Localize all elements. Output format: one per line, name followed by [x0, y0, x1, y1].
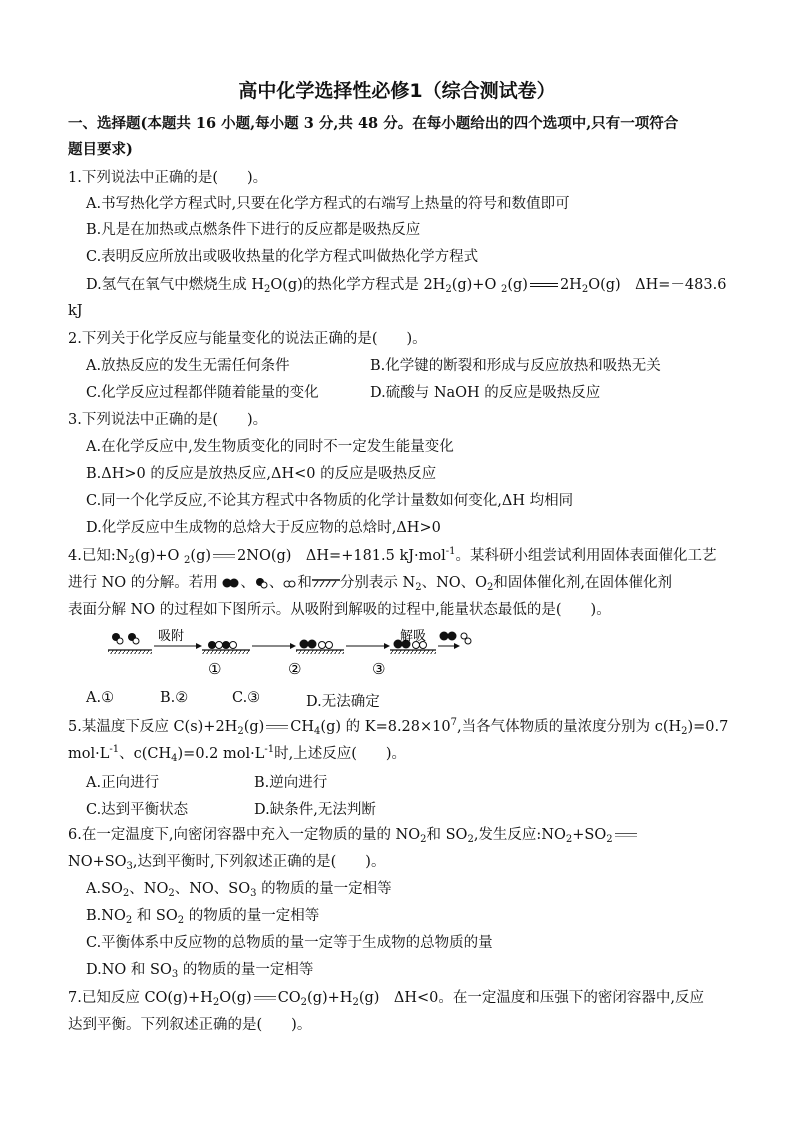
- q6-stem-text: 6.在一定温度下,向密闭容器中充入一定物质的量的 NO: [68, 827, 421, 843]
- q4-stem-text: 和固体催化剂,在固体催化剂: [493, 575, 673, 591]
- q5-stem-text: 、c(CH: [119, 746, 172, 762]
- q7-stem-line2: 达到平衡。下列叙述正确的是( )。: [68, 1017, 312, 1033]
- q6-stem-text: ,达到平衡时,下列叙述正确的是( )。: [132, 854, 386, 870]
- label-adsorb: 吸附: [158, 629, 185, 644]
- reversible-arrow-icon: [613, 830, 639, 840]
- catalyst-surface-icon: [312, 578, 340, 588]
- q2-option-a: A.放热反应的发生无需任何条件: [86, 358, 290, 374]
- page-title: 高中化学选择性必修1（综合测试卷）: [238, 80, 556, 102]
- q6-d-text: D.NO 和 SO: [86, 962, 172, 978]
- section-heading-line1: 一、选择题(本题共 16 小题,每小题 3 分,共 48 分。在每小题给出的四个选项中,只有一项符合: [68, 115, 679, 132]
- q2-option-c: C.化学反应过程都伴随着能量的变化: [86, 385, 319, 401]
- q3-stem: 3.下列说法中正确的是( )。: [68, 412, 268, 428]
- n2-molecule-icon: [222, 577, 240, 589]
- equals-sign-icon: [528, 280, 560, 290]
- q3-option-d: D.化学反应中生成物的总焓大于反应物的总焓时,ΔH>0: [86, 520, 441, 536]
- q6-d-text: 的物质的量一定相等: [182, 962, 314, 978]
- reversible-arrow-icon: [211, 551, 237, 561]
- q5-stem-text: ,当各气体物质的量浓度分别为 c(H: [456, 719, 682, 735]
- q6-a-text: A.SO: [86, 881, 123, 897]
- q5-stem-text: 时,上述反应( )。: [274, 746, 407, 762]
- q6-b-text: 的物质的量一定相等: [188, 908, 320, 924]
- q5-option-c: C.达到平衡状态: [86, 802, 189, 818]
- q5-option-b: B.逆向进行: [254, 775, 328, 791]
- q5-stem-text: )=0.2 mol·L: [177, 746, 265, 762]
- q7-stem-text: (g) ΔH<0。在一定温度和压强下的密闭容器中,反应: [358, 990, 705, 1006]
- q1-d-text: O(g)的热化学方程式是 2H: [270, 277, 446, 293]
- q4-option-c: C.③: [232, 690, 261, 706]
- q2-option-d: D.硫酸与 NaOH 的反应是吸热反应: [370, 385, 601, 401]
- q6-a-text: 的物质的量一定相等: [261, 881, 392, 897]
- step-label-3: ③: [372, 660, 386, 678]
- step-label-1: ①: [208, 660, 222, 678]
- q6-option-c: C.平衡体系中反应物的总物质的量一定等于生成物的总物质的量: [86, 935, 493, 951]
- q6-stem-line1: 6.在一定温度下,向密闭容器中充入一定物质的量的 $NO_2$和 $SO_2$,发生反应$:NO_2+SO_2$: [68, 825, 639, 845]
- q7-stem-line1: 7.已知反应 $CO(g)+H_2O(g)$ $CO_2(g)+H_2(g)$ ΔH<0。在一定温度和压强下的密闭容器中,反应: [68, 990, 705, 1008]
- q2-stem: 2.下列关于化学反应与能量变化的说法正确的是( )。: [68, 331, 427, 347]
- catalysis-process-diagram: [108, 628, 488, 683]
- q4-stem-text: 进行 NO 的分解。若用: [68, 575, 218, 591]
- reversible-arrow-icon: [264, 722, 290, 732]
- q6-b-text: B.NO: [86, 908, 126, 924]
- q4-stem-text: 。某科研小组尝试利用固体表面催化工艺: [455, 548, 717, 564]
- q3-option-c: C.同一个化学反应,不论其方程式中各物质的化学计量数如何变化,ΔH 均相同: [86, 493, 574, 509]
- reversible-arrow-icon: [252, 993, 278, 1003]
- q1-stem: 1.下列说法中正确的是( )。: [68, 170, 268, 186]
- q6-option-b: $B.NO_2$ 和 $SO_2$ 的物质的量一定相等: [86, 908, 320, 926]
- q4-stem-line2: 进行 NO 的分解。若用 、 、 和 分别表示 $N_2$、NO、$O_2$和固体催化剂,在固体催化剂: [68, 575, 673, 593]
- q5-option-d: D.缺条件,无法判断: [254, 802, 376, 818]
- q6-option-d: D.NO 和 $SO_3$ 的物质的量一定相等: [86, 962, 314, 980]
- q1-option-a: A.书写热化学方程式时,只要在化学方程式的右端写上热量的符号和数值即可: [86, 196, 570, 212]
- q5-option-a: A.正向进行: [86, 775, 160, 791]
- q5-stem-line2: $mol\cdot L^{-1}$、$c(CH_4)=0.2$ $mol\cdot L^{-1}$时,上述反应( )。: [68, 744, 407, 764]
- no-molecule-icon: [255, 577, 269, 589]
- q1-option-b: B.凡是在加热或点燃条件下进行的反应都是吸热反应: [86, 222, 421, 238]
- q6-stem-text: ,发生反应:NO: [473, 827, 566, 843]
- q4-stem-line1: 4.已知$:N_2(g)+O$ $_2$(g) 2NO(g) ΔH=+181.5 kJ·mol$^{-1}$。某科研小组尝试利用固体表面催化工艺: [68, 546, 717, 566]
- q4-stem-text: 2NO(g) ΔH=+181.5 kJ·mol: [237, 548, 446, 564]
- q3-option-b: B.ΔH>0 的反应是放热反应,ΔH<0 的反应是吸热反应: [86, 466, 437, 482]
- q1-option-c: C.表明反应所放出或吸收热量的化学方程式叫做热化学方程式: [86, 249, 479, 265]
- q5-stem-text: 5.某温度下反应 C(s)+2H: [68, 719, 238, 735]
- q3-option-a: A.在化学反应中,发生物质变化的同时不一定发生能量变化: [86, 439, 454, 455]
- q1-option-d-unit: kJ: [68, 303, 83, 319]
- o2-molecule-icon: [283, 577, 297, 589]
- q5-stem-text: mol·L: [68, 746, 110, 762]
- q4-stem-text: 4.已知:N: [68, 548, 129, 564]
- q6-option-a: $A.SO_2$、$NO_2$、NO、$SO_3$ 的物质的量一定相等: [86, 881, 392, 899]
- q4-stem-text: 分别表示 N: [339, 575, 416, 591]
- q4-option-b: B.②: [160, 690, 189, 706]
- q5-stem-text: )=0.7: [687, 719, 729, 735]
- q1-d-text: D.氢气在氧气中燃烧生成 H: [86, 277, 264, 293]
- q6-stem-line2: $NO+SO_3$,达到平衡时,下列叙述正确的是( )。: [68, 854, 386, 872]
- label-desorb: 解吸: [400, 629, 427, 644]
- q5-stem-text: (g) 的 K=8.28×10: [320, 719, 451, 735]
- q1-d-text: 2H: [559, 277, 582, 293]
- q7-stem-text: 7.已知反应 CO(g)+H: [68, 990, 213, 1006]
- q6-stem-text: 和 SO: [426, 827, 468, 843]
- q4-option-a: A.①: [86, 690, 115, 706]
- q2-option-b: B.化学键的断裂和形成与反应放热和吸热无关: [370, 358, 661, 374]
- q4-stem-text: 和: [297, 575, 312, 591]
- section-heading-line2: 题目要求): [68, 141, 133, 158]
- q4-stem-line3: 表面分解 NO 的过程如下图所示。从吸附到解吸的过程中,能量状态最低的是( )。: [68, 602, 611, 618]
- step-label-2: ②: [288, 660, 302, 678]
- q1-option-d: D.氢气在氧气中燃烧生成 $H_2O(g)$的热化学方程式是 $2H_2(g)+O$ $_2$(g) $2H_2O(g)$ ΔH=－483.6: [86, 277, 727, 295]
- q5-stem-line1: 5.某温度下反应 $C(s)+2H_2(g)$ $CH_4(g)$ 的 $K=8.28\times 10^7$,当各气体物质的量浓度分别为 $c(H_2)=0.7$: [68, 717, 729, 737]
- q1-d-enthalpy: O(g) ΔH=－483.6: [588, 277, 727, 293]
- q4-option-d: D.无法确定: [306, 694, 380, 710]
